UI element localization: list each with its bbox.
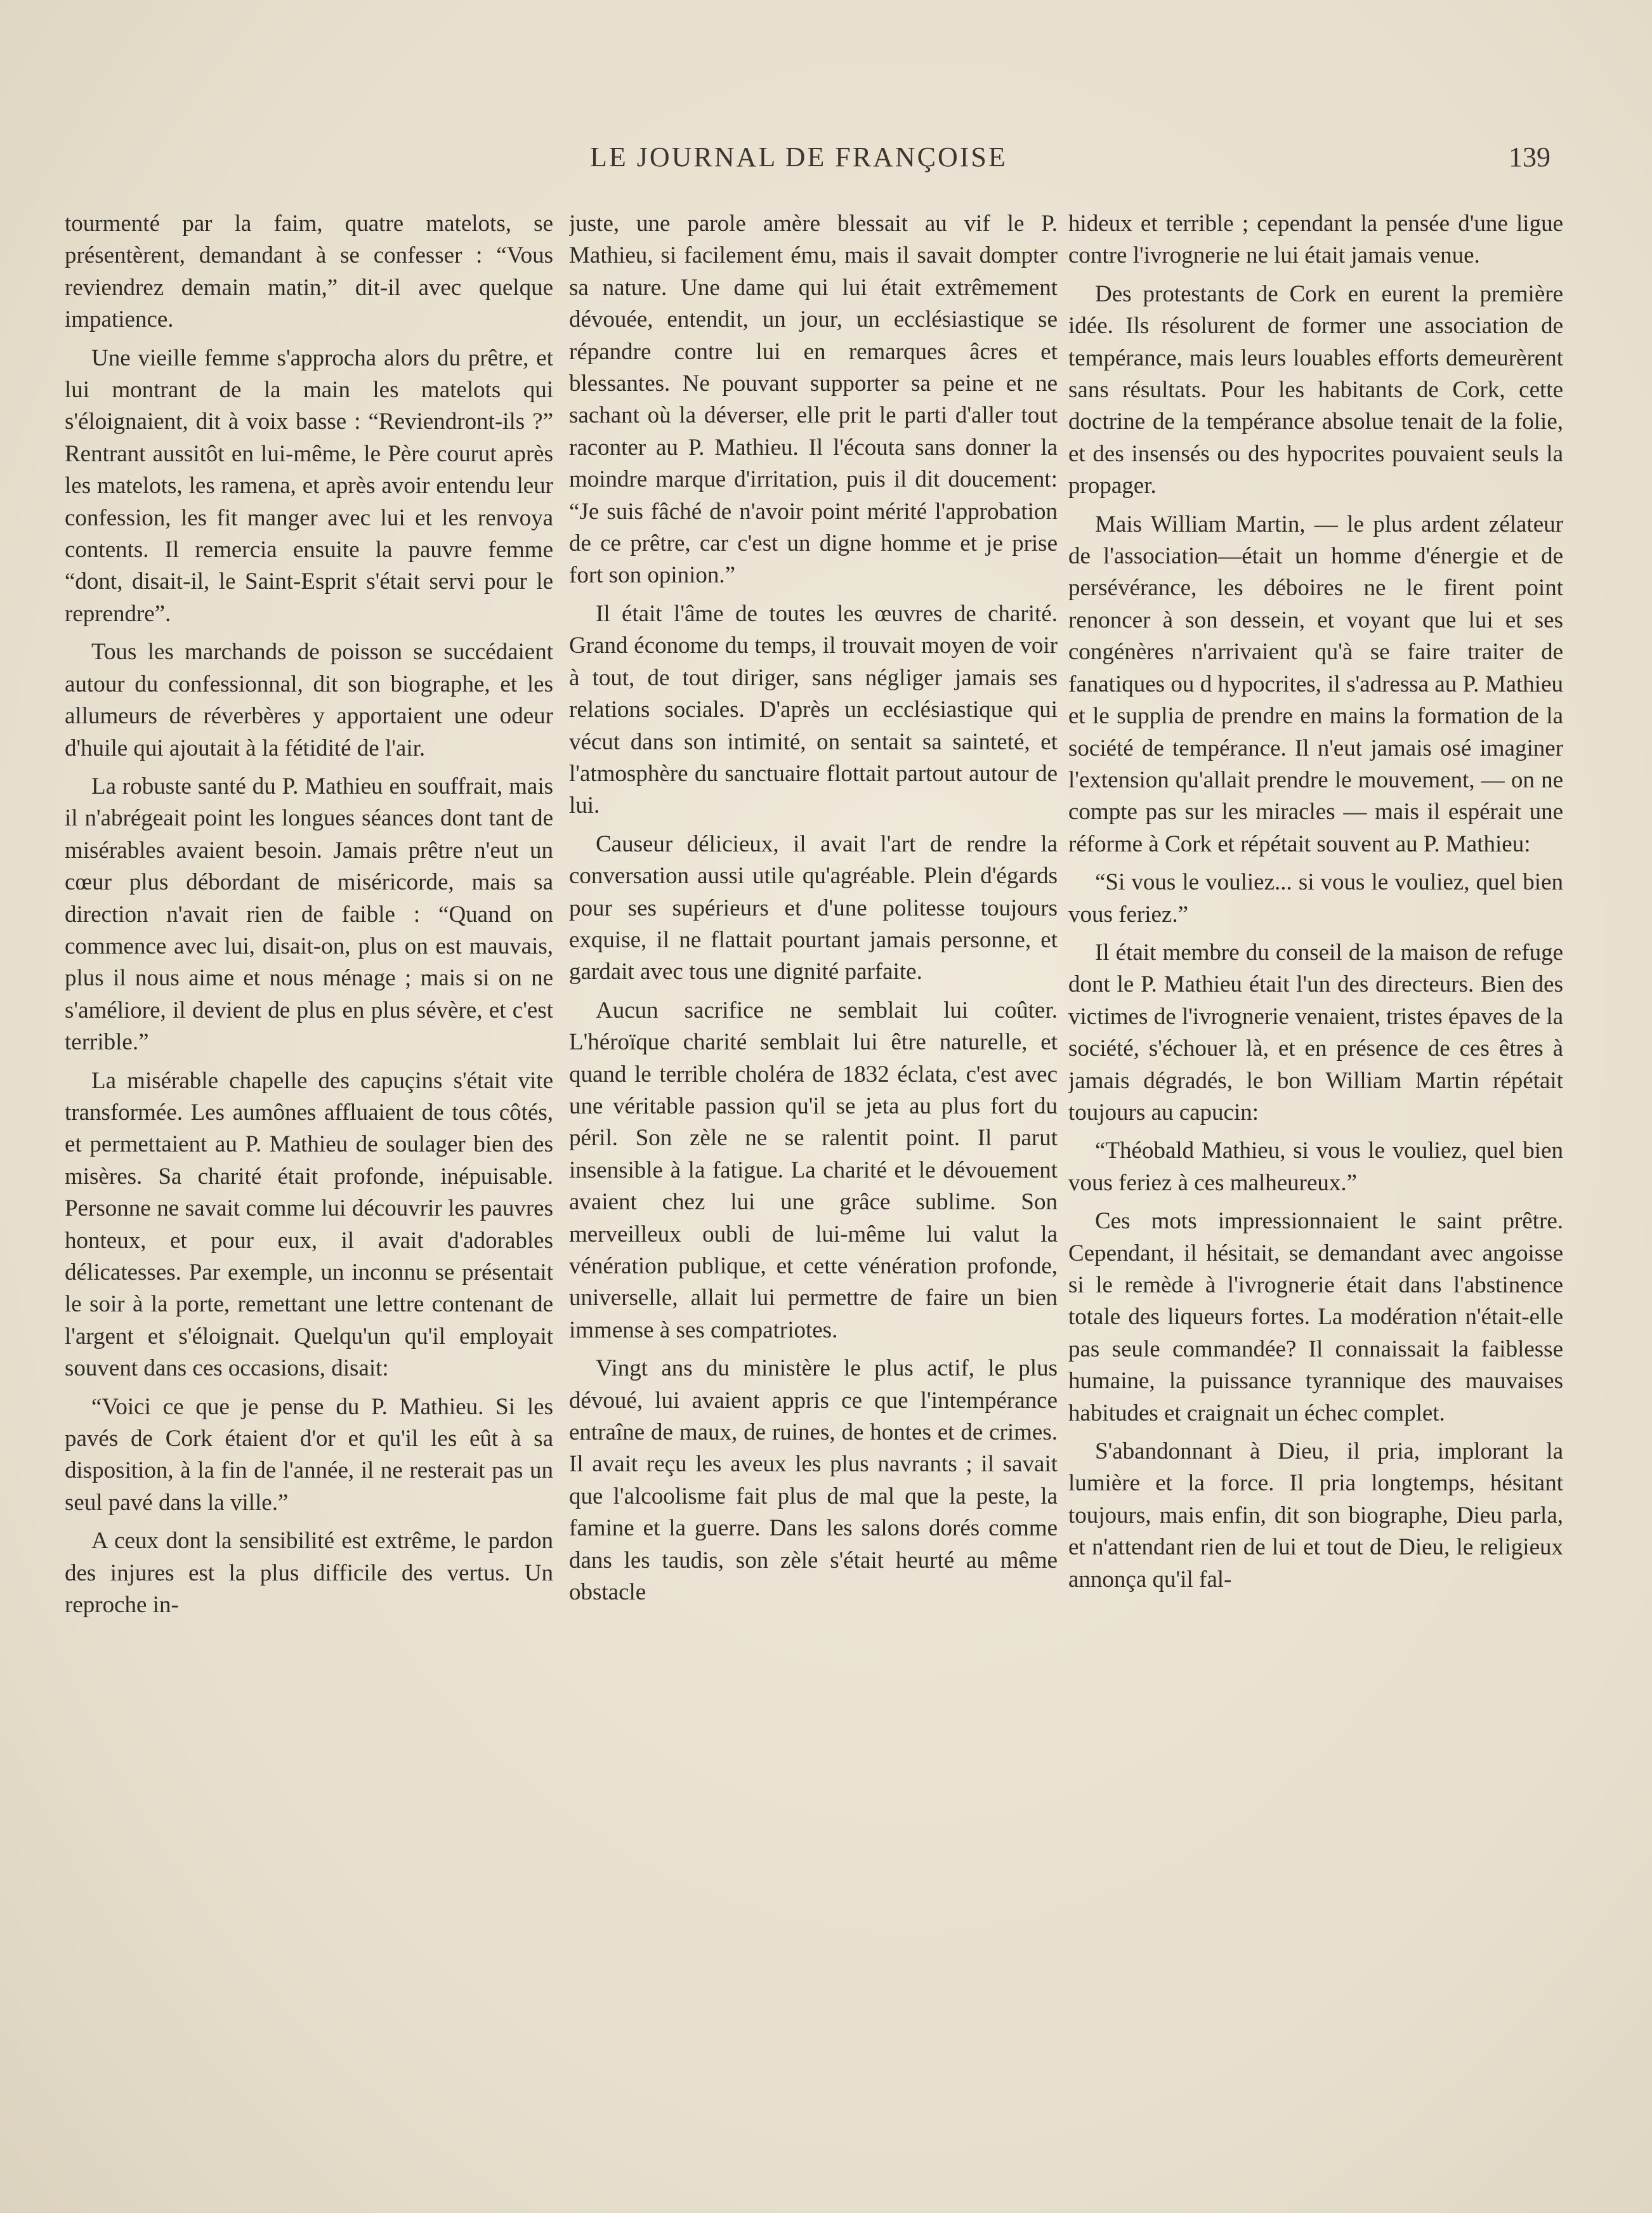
text-column-1 bbox=[65, 208, 553, 2086]
paragraph: Une vieille femme s'approcha alors du prêtre, et lui montrant de la main les matelots qui s'éloignaient, dit à voix basse : “Reviendront-ils ?” Rentrant aussitôt en lui-même, le Père courut après les matelots, les ramena, et après avoir entendu leur confession, les fit manger avec lui et les renvoya contents. Il remercia ensuite la pauvre femme “dont, disait-il, le Saint-Esprit s'était servi pour le reprendre”. bbox=[65, 345, 553, 627]
paragraph: juste, une parole amère blessait au vif le P. Mathieu, si facilement ému, mais il savait dompter sa nature. Une dame qui lui était extrêmement dévouée, entendit, un jour, un ecclésiastique se répandre contre lui en remarques âcres et blessantes. Ne pouvant supporter sa peine et ne sachant où la déverser, elle prit le parti d'aller tout raconter au P. Mathieu. Il l'écouta sans donner la moindre marque d'irritation, puis il dit doucement: “Je suis fâché de n'avoir point mérité l'approbation de ce prêtre, car c'est un digne homme et je prise fort son opinion.” bbox=[569, 211, 1058, 589]
paragraph: Mais William Martin, — le plus ardent zélateur de l'association—était un homme d'énergie et de persévérance, les déboires ne le firent point renoncer à son dessein, et voyant que lui et ses congénères n'arrivaient qu'à se faire traiter de fanatiques ou d hypocrites, il s'adressa au P. Mathieu et le supplia de prendre en mains la formation de la société de tempérance. Il n'eut jamais osé imaginer l'extension qu'allait prendre le mouvement, — on ne compte pas sur les miracles — mais il espérait une réforme à Cork et répétait souvent au P. Mathieu: bbox=[1068, 511, 1563, 857]
paragraph: Tous les marchands de poisson se succédaient autour du confessionnal, dit son biographe, et les allumeurs de réverbères y apportaient une odeur d'huile qui ajoutait à la fétidité de l'air. bbox=[65, 639, 553, 761]
paragraph: Il était l'âme de toutes les œuvres de charité. Grand économe du temps, il trouvait moyen de voir à tout, de tout diriger, sans négliger jamais ses relations sociales. D'après un ecclésiastique qui vécut dans son intimité, on sentait sa sainteté, et l'atmosphère du sanctuaire flottait partout autour de lui. bbox=[569, 600, 1058, 819]
paragraph: Causeur délicieux, il avait l'art de rendre la conversation aussi utile qu'agréable. Plein d'égards pour ses supérieurs et d'une politesse toujours exquise, il ne flattait pourtant jamais personne, et gardait avec tous une dignité parfaite. bbox=[569, 831, 1058, 985]
paragraph: tourmenté par la faim, quatre matelots, se présentèrent, demandant à se confesser : “Vous reviendrez demain matin,” dit-il avec quelque impatience. bbox=[65, 211, 553, 333]
paragraph: Des protestants de Cork en eurent la première idée. Ils résolurent de former une association de tempérance, mais leurs louables efforts demeurèrent sans résultats. Pour les habitants de Cork, cette doctrine de la tempérance absolue tenait de la folie, et des insensés ou des hypocrites pouvaient seuls la propager. bbox=[1068, 280, 1563, 499]
page-number: 139 bbox=[1509, 141, 1550, 173]
page-header bbox=[0, 141, 1652, 179]
paragraph: La misérable chapelle des capuçins s'était vite transformée. Les aumônes affluaient de tous côtés, et permettaient au P. Mathieu de soulager bien des misères. Sa charité était profonde, inépuisable. Personne ne savait comme lui découvrir les pauvres honteux, et pour eux, il avait d'adorables délicatesses. Par exemple, un inconnu se présentait le soir à la porte, remettant une lettre contenant de l'argent et s'éloignait. Quelqu'un qu'il employait souvent dans ces occasions, disait: bbox=[65, 1067, 553, 1382]
running-title: LE JOURNAL DE FRANÇOISE bbox=[590, 141, 1007, 173]
text-column-3 bbox=[1068, 208, 1563, 2086]
paragraph: Vingt ans du ministère le plus actif, le plus dévoué, lui avaient appris ce que l'intempérance entraîne de maux, de ruines, de hontes et de crimes. Il avait reçu les aveux les plus navrants ; il savait que l'alcoolisme fait plus de mal que la peste, la famine et la guerre. Dans les salons dorés comme dans les taudis, son zèle s'était heurté au même obstacle bbox=[569, 1355, 1058, 1606]
paragraph: A ceux dont la sensibilité est extrême, le pardon des injures est la plus difficile des vertus. Un reproche in- bbox=[65, 1528, 553, 1619]
paragraph: “Théobald Mathieu, si vous le vouliez, quel bien vous feriez à ces malheureux.” bbox=[1068, 1138, 1563, 1196]
paragraph: “Si vous le vouliez... si vous le vouliez, quel bien vous feriez.” bbox=[1068, 869, 1563, 928]
paragraph: Il était membre du conseil de la maison de refuge dont le P. Mathieu était l'un des directeurs. Bien des victimes de l'ivrognerie venaient, tristes épaves de la société, s'échouer là, et en présence de ces êtres à jamais dégradés, le bon William Martin répétait toujours au capucin: bbox=[1068, 939, 1563, 1126]
paragraph: Aucun sacrifice ne semblait lui coûter. L'héroïque charité semblait lui être naturelle, et quand le terrible choléra de 1832 éclata, c'est avec une véritable passion qu'il se jeta au plus fort du péril. Son zèle ne se ralentit point. Il parut insensible à la fatigue. La charité et le dévouement avaient chez lui une grâce sublime. Son merveilleux oubli de lui-même lui valut la vénération publique, et cette vénération profonde, universelle, allait lui permettre de faire un bien immense à ses compatriotes. bbox=[569, 997, 1058, 1343]
paragraph: S'abandonnant à Dieu, il pria, implorant la lumière et la force. Il pria longtemps, hésitant toujours, mais enfin, dit son biographe, Dieu parla, et n'attendant rien de lui et tout de Dieu, le religieux annonça qu'il fal- bbox=[1068, 1438, 1563, 1592]
text-column-2 bbox=[569, 208, 1058, 2086]
paragraph: “Voici ce que je pense du P. Mathieu. Si les pavés de Cork étaient d'or et qu'il les eût à sa disposition, à la fin de l'année, il ne resterait pas un seul pavé dans la ville.” bbox=[65, 1393, 553, 1516]
paragraph: Ces mots impressionnaient le saint prêtre. Cependant, il hésitait, se demandant avec angoisse si le remède à l'ivrognerie était dans l'abstinence totale des liqueurs fortes. La modération n'était-elle pas seule commandée? Il connaissait la faiblesse humaine, la puissance tyrannique des mauvaises habitudes et craignait un échec complet. bbox=[1068, 1208, 1563, 1426]
paragraph: La robuste santé du P. Mathieu en souffrait, mais il n'abrégeait point les longues séances dont tant de misérables avaient besoin. Jamais prêtre n'eut un cœur plus débordant de miséricorde, mais sa direction n'avait rien de faible : “Quand on commence avec lui, disait-on, plus on est mauvais, plus il nous aime et nous ménage ; mais si on ne s'améliore, il devient de plus en plus sévère, et c'est terrible.” bbox=[65, 773, 553, 1056]
paragraph: hideux et terrible ; cependant la pensée d'une ligue contre l'ivrognerie ne lui était jamais venue. bbox=[1068, 211, 1563, 269]
